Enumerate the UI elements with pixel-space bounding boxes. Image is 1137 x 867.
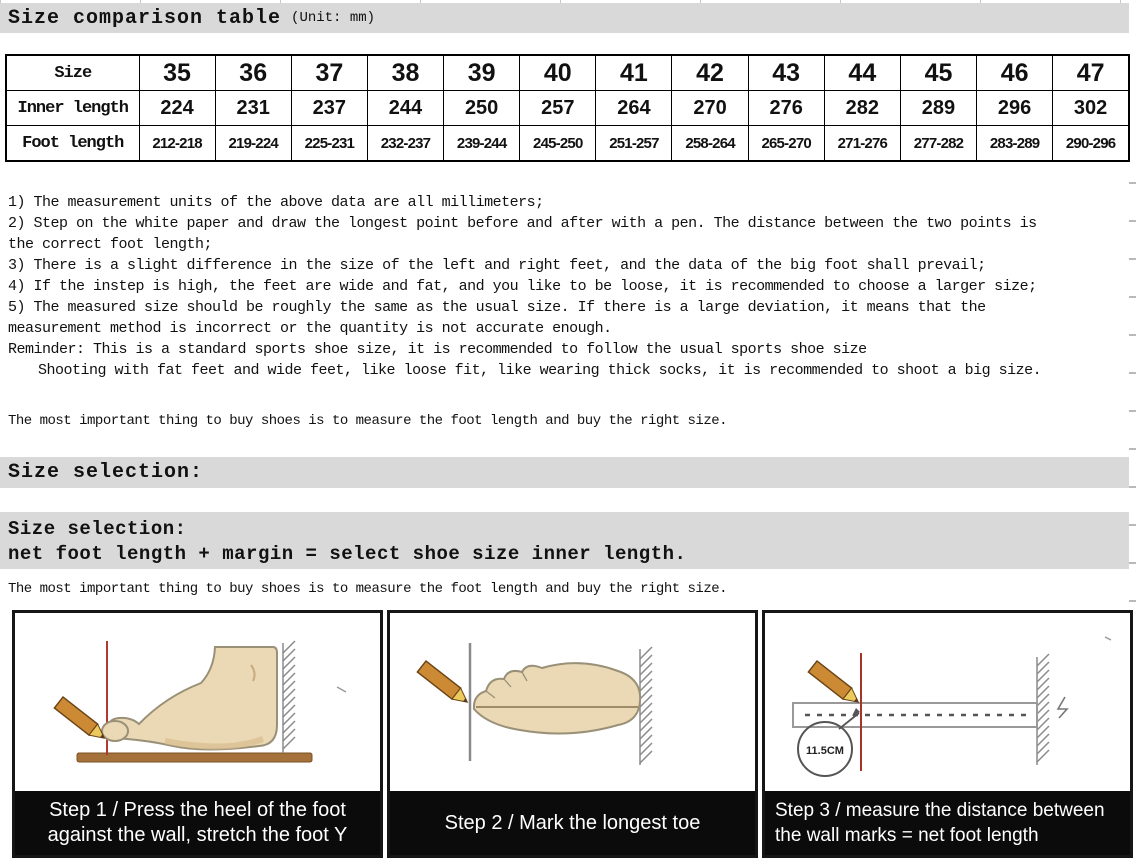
inner-length-value: 276 — [748, 91, 824, 126]
inner-length-value: 250 — [444, 91, 520, 126]
size-value: 41 — [596, 55, 672, 91]
size-value: 38 — [367, 55, 443, 91]
foot-length-value: 277-282 — [900, 126, 976, 162]
note-line: 2) Step on the white paper and draw the longest point before and after with a pen. The distance between the two points is — [8, 215, 1037, 232]
inner-length-value: 302 — [1053, 91, 1129, 126]
page-title: Size comparison table — [8, 6, 282, 30]
row-label-inner-length: Inner length — [6, 91, 139, 126]
measurement-steps — [12, 610, 1133, 858]
step3-panel — [762, 610, 1133, 858]
note-line: Shooting with fat feet and wide feet, like loose fit, like wearing thick socks, it is recommended to shoot a big size. — [38, 362, 1042, 379]
size-selection-block — [0, 512, 1129, 569]
note-line: measurement method is incorrect or the quantity is not accurate enough. — [8, 320, 612, 337]
size-value: 39 — [444, 55, 520, 91]
note-line: the correct foot length; — [8, 236, 213, 253]
size-value: 37 — [291, 55, 367, 91]
floor — [77, 753, 312, 762]
size-selection-block-title: Size selection: — [8, 518, 187, 540]
size-value: 47 — [1053, 55, 1129, 91]
size-selection-heading: Size selection: — [0, 457, 1129, 488]
foot-length-value: 212-218 — [139, 126, 215, 162]
foot-length-value: 283-289 — [977, 126, 1053, 162]
note-line: 4) If the instep is high, the feet are wide and fat, and you like to be loose, it is recommended to choose a larger size; — [8, 278, 1037, 295]
table-row-foot-length — [6, 126, 1129, 162]
foot-top-view — [474, 663, 640, 733]
important-note: The most important thing to buy shoes is to measure the foot length and buy the right size. — [8, 581, 728, 597]
size-selection-formula: net foot length + margin = select shoe size inner length. — [8, 543, 687, 565]
step3-caption — [765, 791, 1130, 855]
page-title-bar — [0, 3, 1129, 33]
table-row-size — [6, 55, 1129, 91]
pencil-icon — [808, 661, 862, 708]
stray-mark — [337, 687, 346, 692]
stray-mark — [1105, 637, 1111, 640]
foot-length-value: 258-264 — [672, 126, 748, 162]
clamp-mark — [1058, 697, 1067, 718]
big-toe — [102, 721, 128, 741]
step1-panel — [12, 610, 383, 858]
inner-length-value: 231 — [215, 91, 291, 126]
inner-length-value: 237 — [291, 91, 367, 126]
step3-caption-line1: Step 3 / measure the distance between — [775, 800, 1105, 821]
foot-side-view-figure — [15, 613, 380, 791]
step1-caption-line2: against the wall, stretch the foot Y — [47, 824, 348, 846]
foot-length-value: 225-231 — [291, 126, 367, 162]
foot-length-value: 245-250 — [520, 126, 596, 162]
note-line: Reminder: This is a standard sports shoe size, it is recommended to follow the usual sports shoe size — [8, 341, 867, 358]
measure-circle-label: 11.5CM — [806, 745, 844, 757]
step2-caption-line1: Step 2 / Mark the longest toe — [444, 811, 701, 834]
inner-length-value: 224 — [139, 91, 215, 126]
inner-length-value: 270 — [672, 91, 748, 126]
step2-panel — [387, 610, 758, 858]
wall-hatch — [640, 647, 652, 765]
wall-hatch — [1037, 654, 1049, 765]
size-value: 46 — [977, 55, 1053, 91]
inner-length-value: 257 — [520, 91, 596, 126]
foot-length-value: 219-224 — [215, 126, 291, 162]
wall-hatch — [283, 641, 295, 753]
foot-length-value: 232-237 — [367, 126, 443, 162]
right-edge-dashes — [1129, 182, 1136, 612]
measurement-notes — [8, 192, 1041, 381]
step3-caption-line2: the wall marks = net foot length — [775, 825, 1039, 846]
size-value: 45 — [900, 55, 976, 91]
foot-length-value: 239-244 — [444, 126, 520, 162]
inner-length-value: 264 — [596, 91, 672, 126]
step2-illustration — [390, 613, 755, 791]
row-label-foot-length: Foot length — [6, 126, 139, 162]
size-value: 42 — [672, 55, 748, 91]
ruler-measure-figure — [765, 613, 1130, 791]
foot-length-value: 251-257 — [596, 126, 672, 162]
step1-caption — [15, 791, 380, 855]
size-value: 40 — [520, 55, 596, 91]
step2-caption — [390, 791, 755, 855]
size-value: 35 — [139, 55, 215, 91]
foot-length-value: 290-296 — [1053, 126, 1129, 162]
table-row-inner-length — [6, 91, 1129, 126]
size-comparison-table — [5, 54, 1130, 162]
pencil-icon — [417, 661, 471, 708]
inner-length-value: 289 — [900, 91, 976, 126]
note-line: 1) The measurement units of the above data are all millimeters; — [8, 194, 544, 211]
row-label-size: Size — [6, 55, 139, 91]
note-line: 5) The measured size should be roughly the same as the usual size. If there is a large deviation, it means that the — [8, 299, 986, 316]
unit-label: (Unit: mm) — [291, 10, 376, 26]
step1-illustration — [15, 613, 380, 791]
size-value: 43 — [748, 55, 824, 91]
inner-length-value: 296 — [977, 91, 1053, 126]
step3-illustration — [765, 613, 1130, 791]
size-value: 44 — [824, 55, 900, 91]
important-note: The most important thing to buy shoes is to measure the foot length and buy the right size. — [8, 413, 728, 429]
inner-length-value: 282 — [824, 91, 900, 126]
note-line: 3) There is a slight difference in the size of the left and right feet, and the data of the big foot shall prevail; — [8, 257, 986, 274]
foot-side-view — [109, 647, 277, 750]
foot-top-view-figure — [390, 613, 755, 791]
foot-length-value: 271-276 — [824, 126, 900, 162]
foot-length-value: 265-270 — [748, 126, 824, 162]
size-value: 36 — [215, 55, 291, 91]
inner-length-value: 244 — [367, 91, 443, 126]
pencil-icon — [54, 697, 108, 744]
step1-caption-line1: Step 1 / Press the heel of the foot — [49, 799, 346, 821]
